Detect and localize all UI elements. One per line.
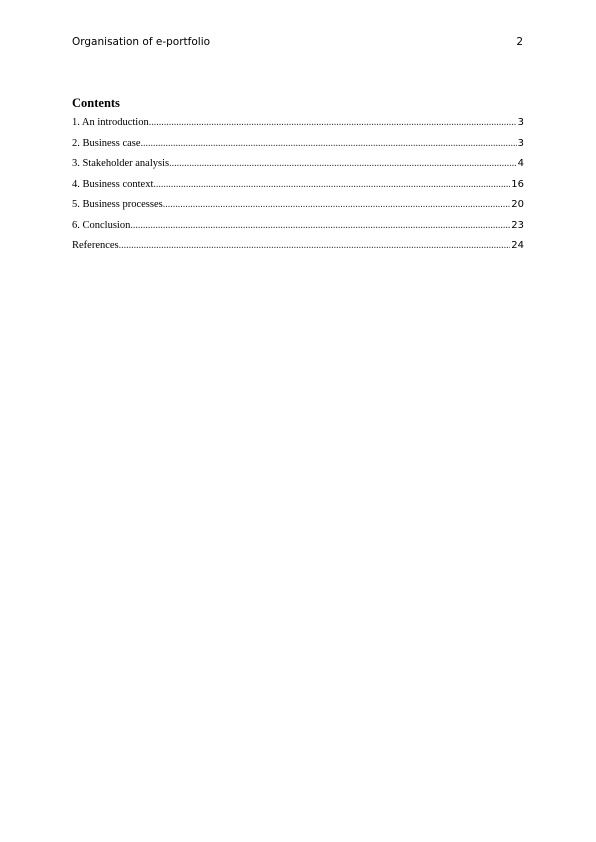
toc-entry-page: 20 [511,199,524,210]
toc-dot-leader [153,178,510,192]
toc-entry-conclusion[interactable] [72,219,524,240]
toc-dot-leader [119,239,511,253]
toc-entry-page: 16 [511,178,524,190]
toc-entry-business-processes[interactable] [72,198,524,219]
toc-dot-leader [169,157,517,171]
toc-entry-page: 3 [517,117,524,128]
toc-entry-business-context[interactable] [72,178,524,199]
toc-dot-leader [130,219,510,233]
toc-entry-page: 24 [511,240,524,251]
toc-entry-page: 3 [517,137,524,149]
toc-entry-introduction[interactable] [72,116,524,137]
toc-entry-label: 1. An introduction [72,117,149,128]
page-number: 2 [516,36,523,48]
toc-entry-label: 4. Business context [72,178,154,190]
toc-entry-stakeholder-analysis[interactable] [72,157,524,178]
toc-dot-leader [163,198,511,212]
toc-entry-label: References [72,240,119,251]
toc-entry-references[interactable] [72,239,524,260]
page-header [72,36,524,50]
toc-dot-leader [149,116,517,130]
toc-entry-business-case[interactable] [72,137,524,158]
toc-entry-page: 4 [517,158,524,169]
toc-entry-label: 6. Conclusion [72,219,131,231]
header-title: Organisation of e-portfolio [72,36,211,48]
toc-dot-leader [141,137,517,151]
toc-entry-label: 5. Business processes [72,199,163,210]
toc-entry-label: 2. Business case [72,137,141,149]
contents-heading: Contents [72,96,120,110]
toc-entry-label: 3. Stakeholder analysis [72,158,170,169]
table-of-contents [72,116,524,260]
toc-entry-page: 23 [511,219,524,231]
